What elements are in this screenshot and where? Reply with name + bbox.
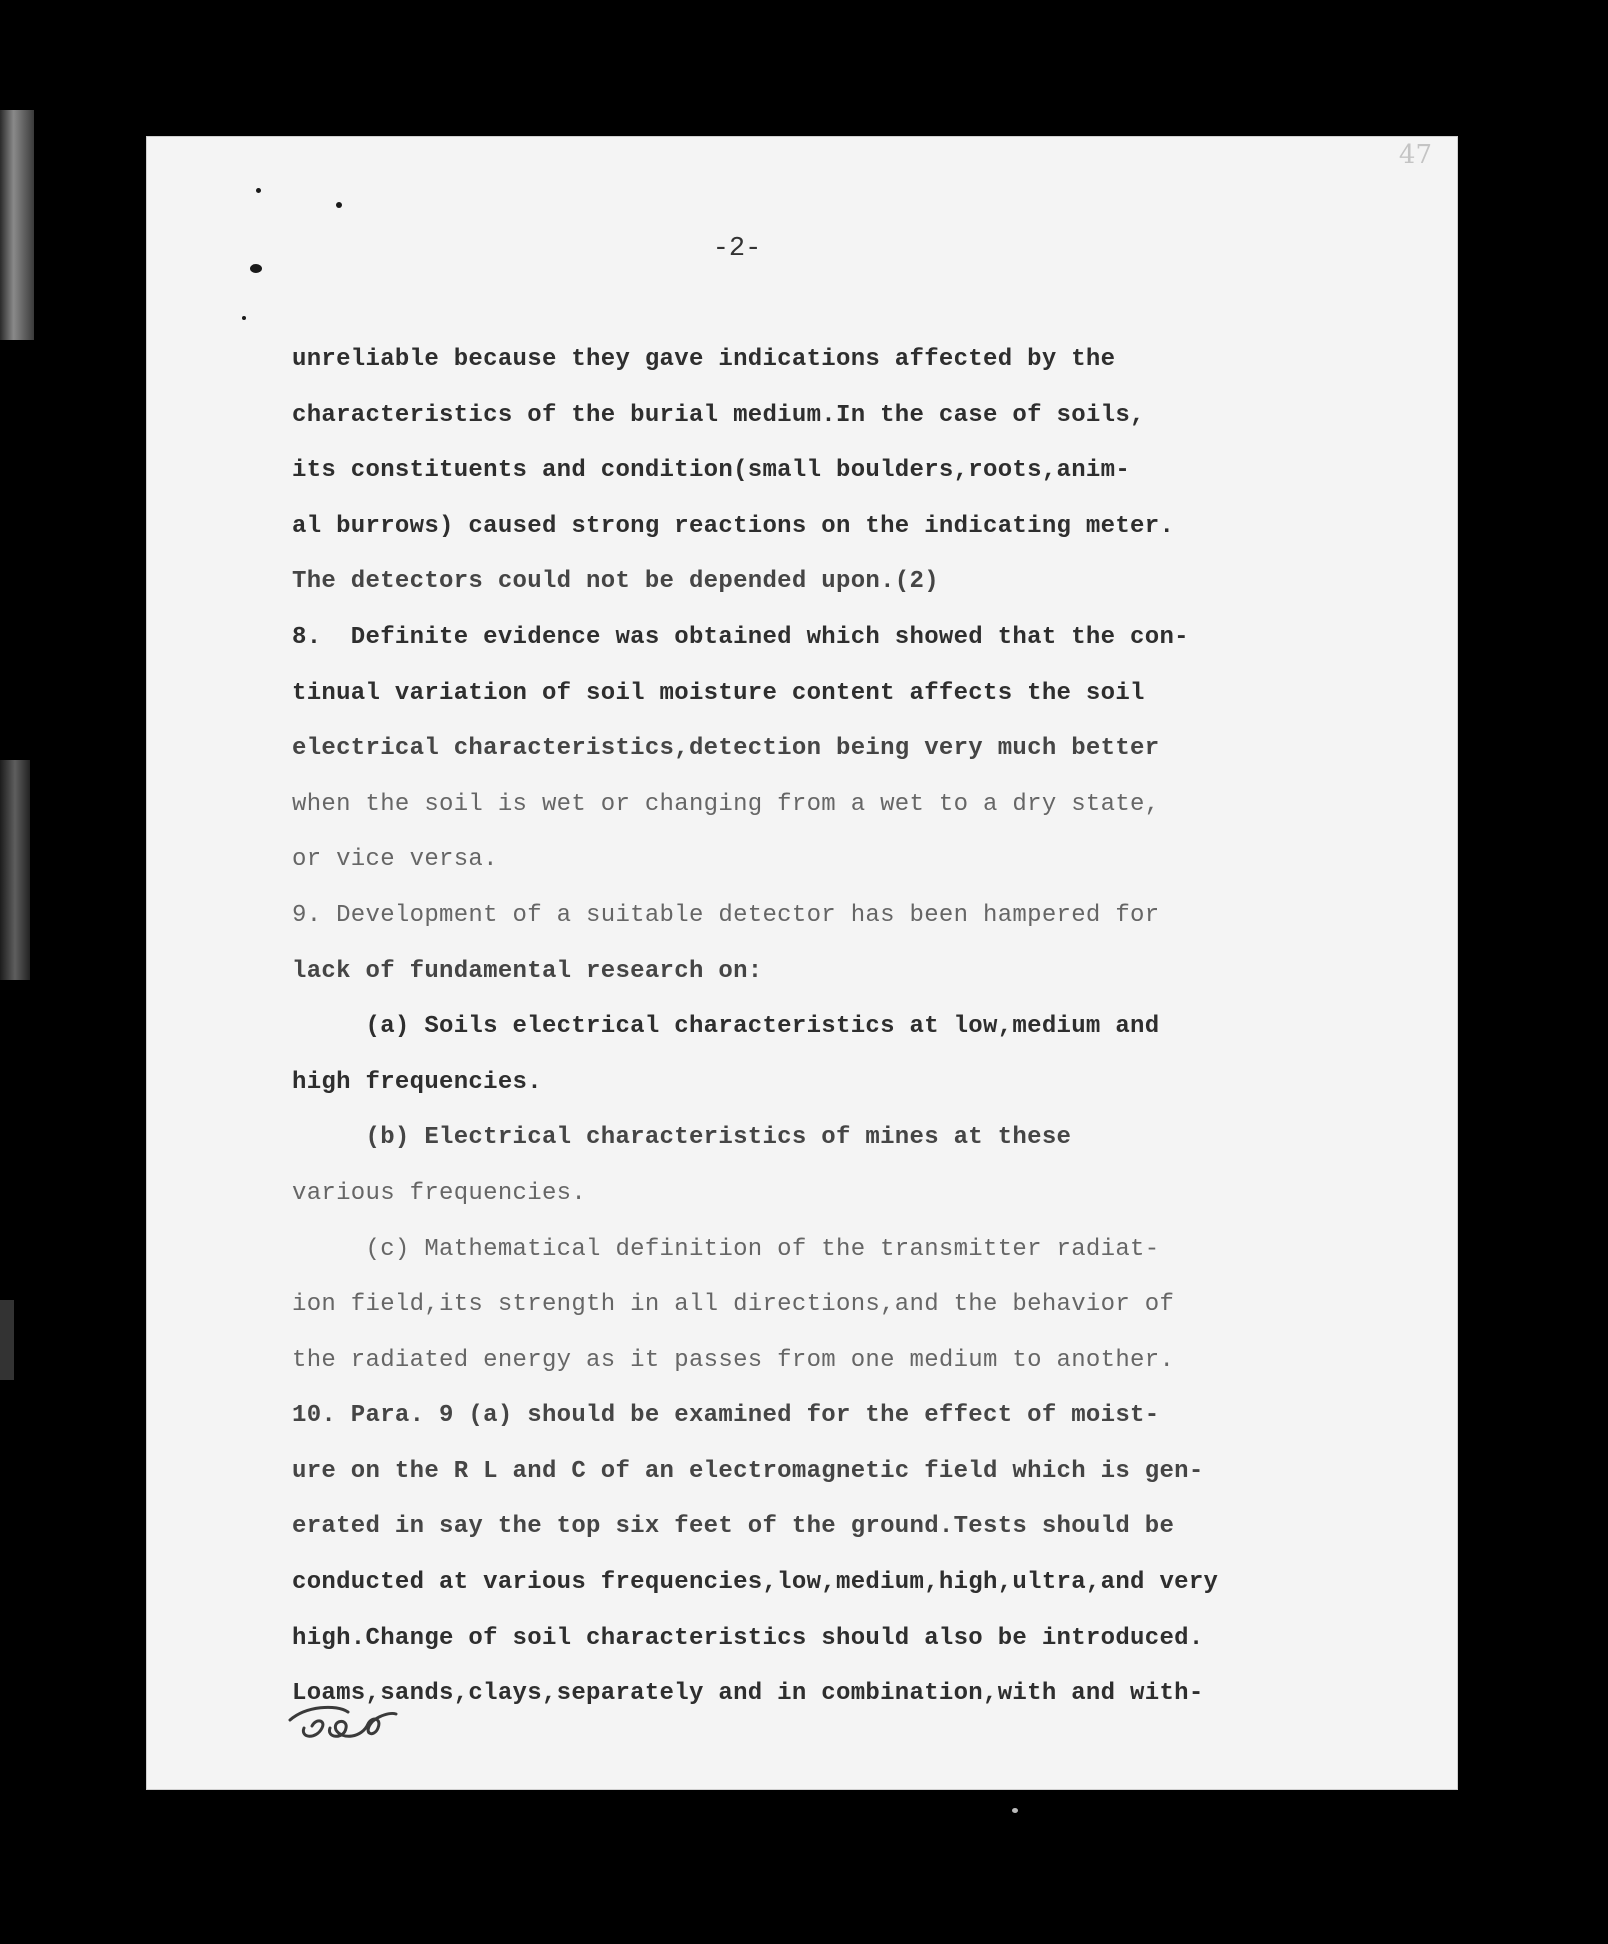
text-line: high.Change of soil characteristics should also be introduced. (292, 1624, 1204, 1652)
film-edge (0, 110, 34, 340)
text-line: erated in say the top six feet of the ground.Tests should be (292, 1513, 1175, 1541)
text-line: 9. Development of a suitable detector has been hampered for (292, 901, 1160, 929)
text-line: various frequencies. (292, 1179, 587, 1207)
body-text (292, 332, 1442, 1722)
text-line: (a) Soils electrical characteristics at low,medium and (292, 1013, 1160, 1041)
speck (256, 188, 261, 193)
text-line: (b) Electrical characteristics of mines at these (292, 1124, 1072, 1152)
text-line: Loams,sands,clays,separately and in combination,with and with- (292, 1680, 1204, 1708)
page-number: -2- (712, 234, 762, 264)
film-edge (0, 1300, 14, 1380)
text-line: 10. Para. 9 (a) should be examined for the effect of moist- (292, 1402, 1160, 1430)
text-line: conducted at various frequencies,low,medium,high,ultra,and very (292, 1569, 1219, 1597)
text-line: ure on the R L and C of an electromagnetic field which is gen- (292, 1457, 1204, 1485)
document-page (146, 136, 1458, 1790)
text-line: when the soil is wet or changing from a wet to a dry state, (292, 790, 1160, 818)
text-line: ion field,its strength in all directions,and the behavior of (292, 1291, 1175, 1319)
film-edge (0, 760, 30, 980)
text-line: characteristics of the burial medium.In the case of soils, (292, 401, 1145, 429)
speck (242, 316, 246, 320)
text-line: 8. Definite evidence was obtained which showed that the con- (292, 623, 1189, 651)
text-line: high frequencies. (292, 1068, 542, 1096)
text-line: or vice versa. (292, 846, 498, 874)
text-line: the radiated energy as it passes from one medium to another. (292, 1346, 1175, 1374)
corner-mark: 47 (1398, 140, 1432, 170)
speck (336, 202, 342, 208)
text-line: lack of fundamental research on: (292, 957, 763, 985)
text-line: The detectors could not be depended upon.(2) (292, 568, 939, 596)
speck (250, 264, 262, 273)
text-line: electrical characteristics,detection being very much better (292, 735, 1160, 763)
text-line: tinual variation of soil moisture content affects the soil (292, 679, 1145, 707)
handwritten-initials (286, 1698, 406, 1746)
text-line: its constituents and condition(small boulders,roots,anim- (292, 457, 1131, 485)
speck (1012, 1808, 1018, 1813)
text-line: (c) Mathematical definition of the transmitter radiat- (292, 1235, 1160, 1263)
text-line: al burrows) caused strong reactions on the indicating meter. (292, 512, 1175, 540)
text-line: unreliable because they gave indications affected by the (292, 346, 1116, 373)
